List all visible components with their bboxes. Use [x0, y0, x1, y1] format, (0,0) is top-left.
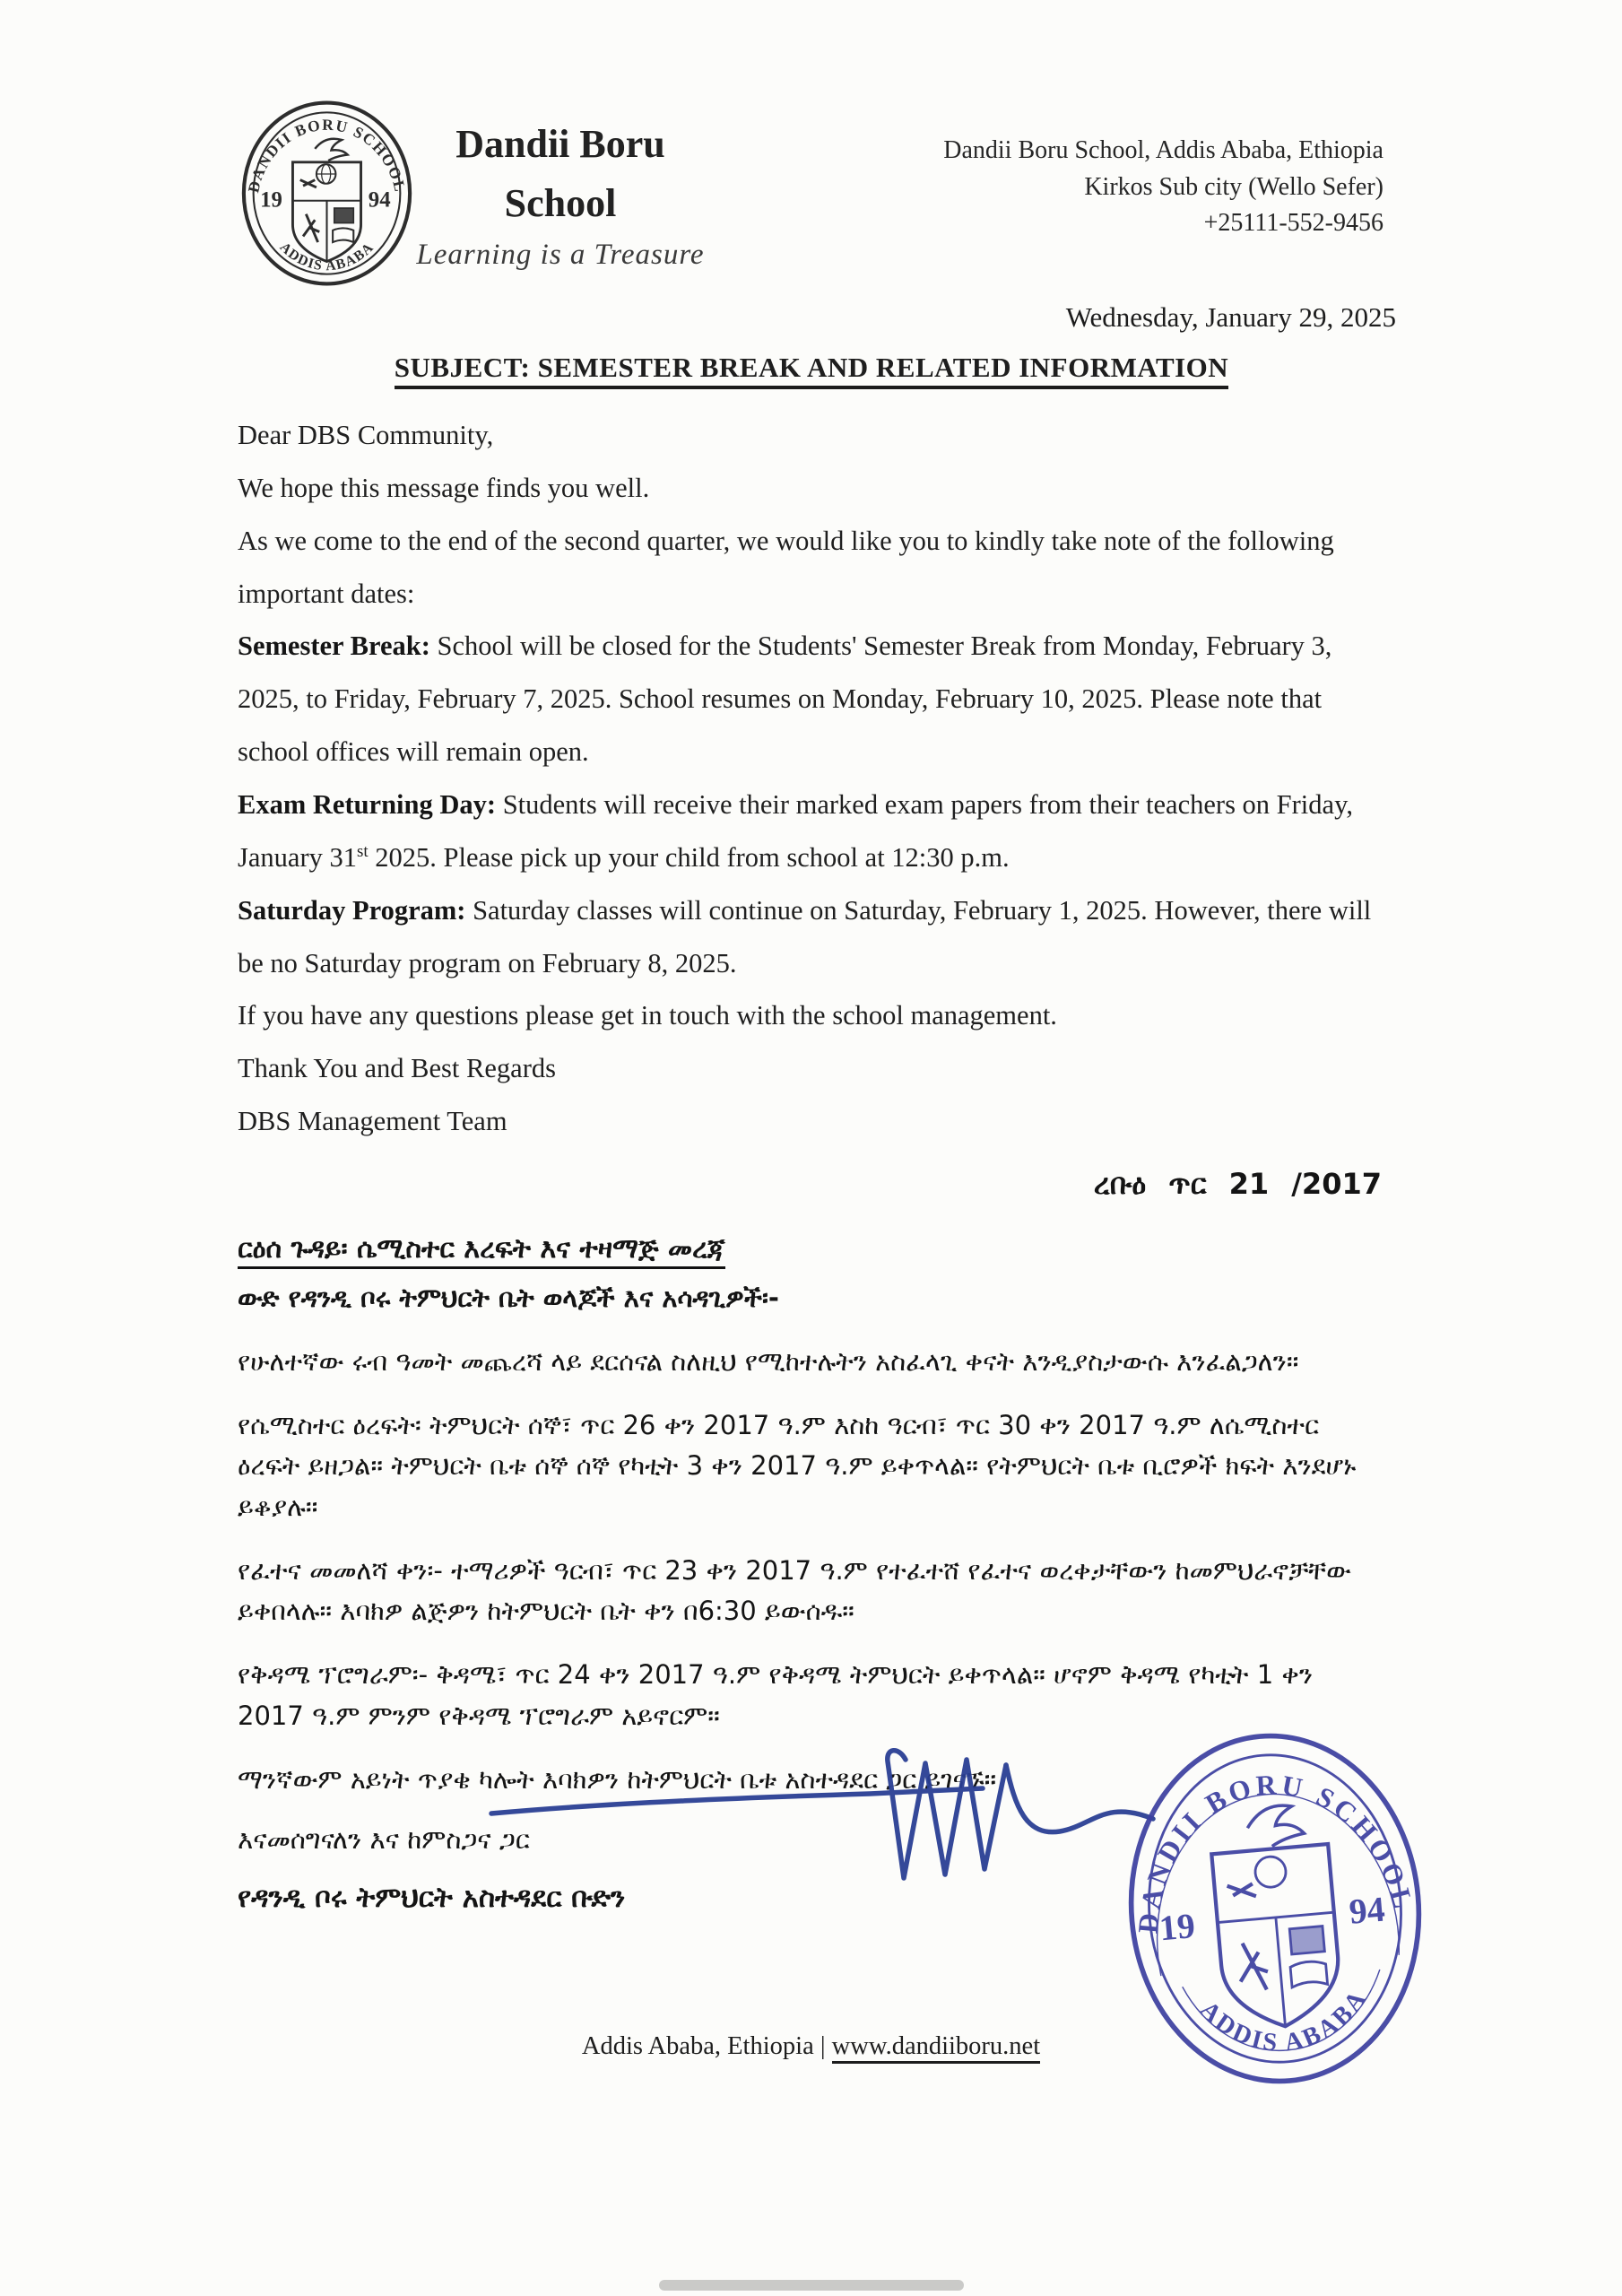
- intro-paragraph-1: We hope this message finds you well.: [238, 472, 650, 503]
- school-name-block: [386, 115, 735, 272]
- amharic-date: ረቡዕ ጥር 21 /2017: [1093, 1167, 1382, 1202]
- address-line1: Dandii Boru School, Addis Ababa, Ethiopia: [943, 136, 1383, 164]
- footer: [0, 2032, 1622, 2061]
- questions-paragraph: If you have any questions please get in touch with the school management.: [238, 1000, 1057, 1031]
- semester-break-paragraph: [238, 620, 1382, 778]
- amharic-thanks: እናመሰግናለን እና ከምስጋና ጋር: [238, 1824, 530, 1856]
- logo-year-right: 94: [368, 187, 391, 213]
- amharic-subject-line: [238, 1229, 1382, 1271]
- logo-arc-top-text: DANDII BORU SCHOOL: [245, 116, 409, 195]
- semester-break-label: Semester Break:: [238, 631, 430, 662]
- ordinal-superscript: st: [356, 841, 369, 861]
- amharic-paragraph-3: የፈተና መመለሻ ቀን፡- ተማሪዎች ዓርብ፣ ጥር 23 ቀን 2017 ዓ.ም የተፈተሸ የፈተና ወረቀታቸውን ከመምህራኖቻቸው ይቀበላሉ። እባክዎ ልጅዎን ከትምህርት ቤት ቀን በ6:30 ይውሰዱ።: [238, 1554, 1352, 1627]
- exam-text-2: 2025. Please pick up your child from school at 12:30 p.m.: [368, 841, 1010, 873]
- amharic-paragraph-5: ማንኛውም አይነት ጥያቄ ካሎት እባክዎን ከትምህርት ቤቱ አስተዳደር ጋር ይገናኙ።: [238, 1763, 997, 1795]
- subject-line: [238, 352, 1385, 384]
- footer-website: www.dandiiboru.net: [832, 2032, 1040, 2064]
- closing-thanks: Thank You and Best Regards: [238, 1053, 556, 1084]
- footer-location: Addis Ababa, Ethiopia |: [581, 2032, 832, 2060]
- exam-text-1: Students will receive their marked exam papers from their teachers on Friday, January 31: [238, 789, 1353, 873]
- saturday-program-text: Saturday classes will continue on Saturday, February 1, 2025. However, there will be no Saturday program on February 8, 2025.: [238, 894, 1372, 978]
- school-name-line2: School: [504, 181, 617, 225]
- intro-paragraph-2: As we come to the end of the second quarter, we would like you to kindly take note of the following important dates:: [238, 525, 1334, 609]
- address-line2: Kirkos Sub city (Wello Sefer): [1084, 172, 1383, 201]
- amharic-paragraph-2: የሴሚስተር ዕረፍት፡ ትምህርት ሰኞ፣ ጥር 26 ቀን 2017 ዓ.ም እስከ ዓርብ፣ ጥር 30 ቀን 2017 ዓ.ም ለሴሚስተር ዕረፍት ይዘጋል። ትምህርት ቤቱ ሰኞ ሰኞ የካቲት 3 ቀን 2017 ዓ.ም ይቀጥላል። የትምህርት ቤቱ ቢሮዎች ክፍት እንደሆኑ ይቆያሉ።: [238, 1410, 1357, 1522]
- amharic-subject-text: ርዕሰ ጉዳይ፡ ሴሚስተር እረፍት እና ተዛማጅ መረጃ: [238, 1233, 725, 1269]
- subject-text: SUBJECT: SEMESTER BREAK AND RELATED INFORMATION: [395, 352, 1228, 389]
- phone-number: +25111-552-9456: [1203, 209, 1383, 238]
- team-signoff: DBS Management Team: [238, 1106, 507, 1137]
- letter-date: Wednesday, January 29, 2025: [1065, 301, 1396, 333]
- school-name-line1: Dandii Boru: [455, 122, 665, 166]
- stamp-arc-top-text: DANDII BORU SCHOOL: [1132, 1768, 1420, 1935]
- dove-icon: [315, 139, 347, 161]
- logo-arc-bottom-text: ADDIS ABABA: [276, 239, 377, 274]
- stamp-year-right: 94: [1347, 1889, 1387, 1932]
- book-icon: [333, 228, 353, 242]
- home-indicator-bar: [659, 2280, 964, 2291]
- school-motto: Learning is a Treasure: [416, 239, 705, 271]
- salutation: Dear DBS Community,: [238, 420, 494, 450]
- stamp-dove-icon: [1245, 1804, 1305, 1848]
- school-address-block: [943, 133, 1383, 242]
- runner-icon: [303, 214, 319, 242]
- exam-returning-paragraph: [238, 778, 1382, 884]
- amharic-team-signoff: የዳንዲ ቦሩ ትምህርት አስተዳደር ቡድን: [238, 1882, 626, 1915]
- semester-break-text: School will be closed for the Students' Semester Break from Monday, February 3, 2025, to Friday, February 7, 2025. School resumes on Monday, February 10, 2025. Please note that school offices will remain open.: [238, 631, 1332, 768]
- saturday-program-paragraph: [238, 884, 1382, 990]
- screen-icon: [334, 208, 354, 223]
- letter-body: [238, 409, 1382, 1920]
- amharic-salutation: ውድ የዳንዲ ቦሩ ትምህርት ቤት ወላጆች እና አሳዳጊዎች፡-: [238, 1282, 779, 1313]
- amharic-paragraph-1: የሁለተኛው ሩብ ዓመት መጨረሻ ላይ ደርሰናል ስለዚህ የሚከተሉትን አስፈላጊ ቀናት እንዲያስታውሱ እንፈልጋለን።: [238, 1345, 1299, 1377]
- exam-returning-label: Exam Returning Day:: [238, 789, 497, 821]
- saturday-program-label: Saturday Program:: [238, 894, 466, 926]
- stamp-arc-bottom-text: ADDIS ABABA: [1193, 1984, 1374, 2057]
- handwritten-signature: [484, 1742, 1166, 1899]
- amharic-paragraph-4: የቅዳሜ ፕሮግራም፡- ቅዳሜ፣ ጥር 24 ቀን 2017 ዓ.ም የቅዳሜ ትምህርት ይቀጥላል። ሆኖም ቅዳሜ የካቲት 1 ቀን 2017 ዓ.ም ምንም የቅዳሜ ፕሮግራም አይኖርም።: [238, 1659, 1314, 1731]
- logo-year-left: 19: [260, 187, 282, 213]
- stamp-year-left: 19: [1158, 1906, 1197, 1949]
- tools-icon: [300, 180, 317, 187]
